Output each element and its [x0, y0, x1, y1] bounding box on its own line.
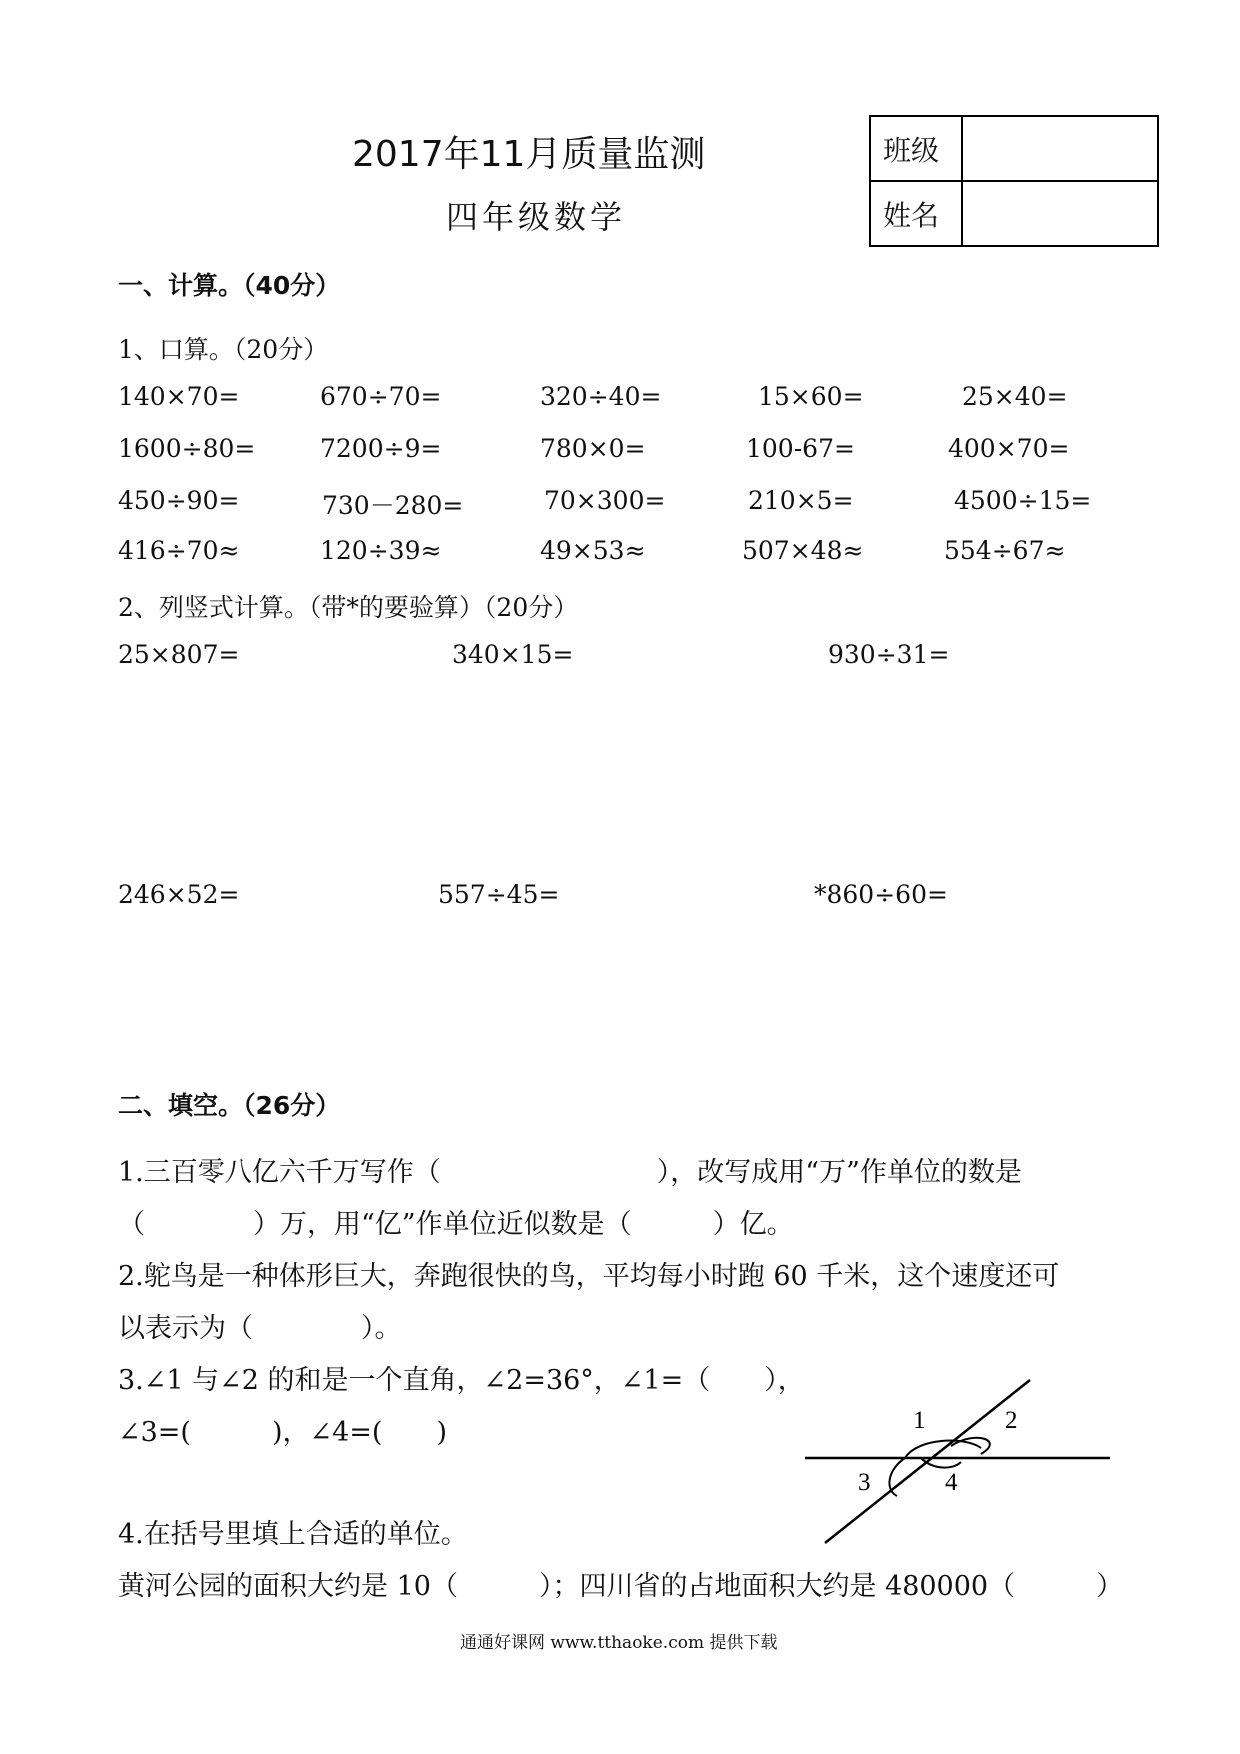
angle-label-2: 2: [1005, 1407, 1018, 1434]
exam-title: 2017年11月质量监测: [352, 134, 706, 175]
angle-label-3: 3: [858, 1469, 871, 1496]
vertical-problem: 557÷45=: [438, 880, 560, 909]
vertical-problem: 930÷31=: [828, 640, 950, 669]
oral-problem: 49×53≈: [540, 536, 646, 565]
vertical-problem: *860÷60=: [814, 880, 948, 909]
angle-diagram: [805, 1378, 1115, 1548]
name-field[interactable]: [962, 181, 1158, 246]
oral-problem: 730－280=: [322, 491, 464, 520]
oral-problem: 100-67=: [746, 434, 855, 463]
class-label: 班级: [870, 116, 962, 181]
oral-problem: 450÷90=: [118, 486, 240, 515]
fill-blank-line: 黄河公园的面积大约是 10（ ）；四川省的占地面积大约是 480000（ ）: [118, 1571, 1124, 1602]
section1-heading: 一、计算。（40分）: [118, 271, 341, 300]
oral-problem: 120÷39≈: [320, 536, 442, 565]
oral-problem: 25×40=: [962, 382, 1068, 411]
oral-problem: 554÷67≈: [944, 536, 1066, 565]
transversal-line: [825, 1380, 1030, 1543]
oral-problem: 210×5=: [748, 486, 854, 515]
oral-problem: 780×0=: [540, 434, 646, 463]
oral-calc-heading: 1、口算。（20分）: [118, 335, 329, 364]
angle-3-arc: [889, 1458, 905, 1496]
fill-blank-line: 以表示为（ ）。: [118, 1313, 402, 1344]
oral-problem: 70×300=: [544, 486, 666, 515]
footer-source: 通通好课网 www.tthaoke.com 提供下载: [460, 1633, 778, 1653]
fill-blank-line: 4.在括号里填上合适的单位。: [118, 1519, 468, 1550]
oral-problem: 320÷40=: [540, 382, 662, 411]
oral-problem: 15×60=: [758, 382, 864, 411]
oral-problem: 507×48≈: [742, 536, 864, 565]
fill-blank-line: 1.三百零八亿六千万写作（ ），改写成用“万”作单位的数是: [118, 1157, 1022, 1188]
vertical-calc-heading: 2、列竖式计算。（带*的要验算）（20分）: [118, 593, 579, 622]
oral-problem: 1600÷80=: [118, 434, 256, 463]
angle-label-1: 1: [913, 1407, 926, 1434]
oral-problem: 140×70=: [118, 382, 240, 411]
fill-blank-line: （ ）万，用“亿”作单位近似数是（ ）亿。: [118, 1209, 794, 1240]
vertical-problem: 340×15=: [452, 640, 574, 669]
vertical-problem: 246×52=: [118, 880, 240, 909]
angle-label-4: 4: [945, 1469, 958, 1496]
oral-problem: 416÷70≈: [118, 536, 240, 565]
oral-problem: 7200÷9=: [320, 434, 442, 463]
vertical-problem: 25×807=: [118, 640, 240, 669]
oral-problem: 4500÷15=: [954, 486, 1092, 515]
oral-problem: 400×70=: [948, 434, 1070, 463]
fill-blank-line: 2.鸵鸟是一种体形巨大，奔跑很快的鸟，平均每小时跑 60 千米，这个速度还可: [118, 1261, 1060, 1292]
class-field[interactable]: [962, 116, 1158, 181]
section2-heading: 二、填空。（26分）: [118, 1091, 341, 1120]
fill-blank-line: ∠3=( )，∠4=( ): [118, 1417, 447, 1448]
exam-subtitle: 四年级数学: [446, 198, 627, 236]
oral-problem: 670÷70=: [320, 382, 442, 411]
angle-4-arc: [921, 1458, 961, 1468]
fill-blank-line: 3.∠1 与∠2 的和是一个直角，∠2=36°，∠1=（ ），: [118, 1365, 805, 1396]
student-info-table: [869, 115, 1159, 247]
name-label: 姓名: [870, 181, 962, 246]
